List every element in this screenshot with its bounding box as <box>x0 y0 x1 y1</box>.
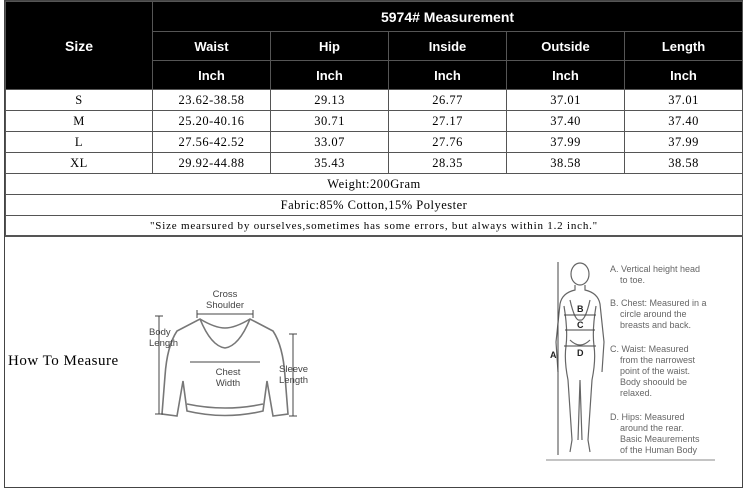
how-to-measure-label: How To Measure <box>8 353 119 369</box>
table-row <box>6 132 743 153</box>
cell-length: 37.99 <box>625 132 743 153</box>
cross-shoulder-label-2: Shoulder <box>205 300 245 311</box>
head-shape <box>571 263 589 285</box>
row-size: M <box>6 111 153 132</box>
note-b-line-1: B. Chest: Measured in a <box>610 298 707 308</box>
note-d-line-4: of the Human Body <box>620 445 698 455</box>
cell-inside: 26.77 <box>389 90 507 111</box>
cell-waist: 23.62-38.58 <box>153 90 271 111</box>
row-size: XL <box>6 153 153 174</box>
note-c-line-1: C. Waist: Measured <box>610 344 689 354</box>
weight-note: Weight:200Gram <box>6 174 743 195</box>
table-title: 5974# Measurement <box>153 2 743 32</box>
cell-length: 37.01 <box>625 90 743 111</box>
size-chart <box>4 0 743 488</box>
note-b-line-3: breasts and back. <box>620 320 692 330</box>
cell-waist: 29.92-44.88 <box>153 153 271 174</box>
cell-waist: 27.56-42.52 <box>153 132 271 153</box>
cell-outside: 37.40 <box>507 111 625 132</box>
unit-inside: Inch <box>389 61 507 90</box>
column-header-waist: Waist <box>153 32 271 61</box>
cell-length: 38.58 <box>625 153 743 174</box>
table-row <box>6 153 743 174</box>
cell-waist: 25.20-40.16 <box>153 111 271 132</box>
marker-d: D <box>577 348 584 358</box>
note-d-line-3: Basic Meaurements <box>620 434 700 444</box>
table-row <box>6 90 743 111</box>
note-c-line-3: point of the waist. <box>620 366 691 376</box>
column-header-hip: Hip <box>271 32 389 61</box>
body-length-label-2: Length <box>149 338 179 349</box>
note-d-line-2: around the rear. <box>620 423 684 433</box>
body-length-label-1: Body <box>149 327 171 338</box>
unit-waist: Inch <box>153 61 271 90</box>
shirt-diagram <box>145 286 320 426</box>
unit-outside: Inch <box>507 61 625 90</box>
cell-outside: 38.58 <box>507 153 625 174</box>
row-size: S <box>6 90 153 111</box>
chest-width-label-1: Chest <box>215 367 241 378</box>
note-d-line-1: D. Hips: Measured <box>610 412 685 422</box>
cell-length: 37.40 <box>625 111 743 132</box>
cell-inside: 28.35 <box>389 153 507 174</box>
note-c-line-4: Body shoould be <box>620 377 688 387</box>
column-header-inside: Inside <box>389 32 507 61</box>
marker-a: A <box>550 350 557 360</box>
marker-c: C <box>577 320 584 330</box>
table-row <box>6 111 743 132</box>
cell-hip: 29.13 <box>271 90 389 111</box>
note-c-line-5: relaxed. <box>620 388 653 398</box>
cell-hip: 35.43 <box>271 153 389 174</box>
cell-hip: 33.07 <box>271 132 389 153</box>
cell-hip: 30.71 <box>271 111 389 132</box>
cell-inside: 27.76 <box>389 132 507 153</box>
fabric-note: Fabric:85% Cotton,15% Polyester <box>6 195 743 216</box>
marker-b: B <box>577 304 584 314</box>
cross-shoulder-label-1: Cross <box>212 289 238 300</box>
sleeve-length-label-2: Length <box>279 375 309 386</box>
note-b-line-2: circle around the <box>620 309 687 319</box>
unit-hip: Inch <box>271 61 389 90</box>
measurement-table <box>5 1 743 237</box>
cell-outside: 37.99 <box>507 132 625 153</box>
disclaimer-note: "Size mearsured by ourselves,sometimes has some errors, but always within 1.2 inch." <box>6 216 743 237</box>
chest-width-label-2: Width <box>215 378 241 389</box>
how-to-measure-section <box>5 235 742 488</box>
cell-outside: 37.01 <box>507 90 625 111</box>
row-size: L <box>6 132 153 153</box>
column-header-length: Length <box>625 32 743 61</box>
size-header: Size <box>6 2 153 90</box>
column-header-outside: Outside <box>507 32 625 61</box>
inner-leg <box>578 380 582 440</box>
cell-inside: 27.17 <box>389 111 507 132</box>
hem-line <box>187 404 263 408</box>
note-c-line-2: from the narrowest <box>620 355 696 365</box>
note-a-line-1: A. Vertical height head <box>610 264 701 274</box>
bottom-outline <box>570 340 590 345</box>
unit-length: Inch <box>625 61 743 90</box>
note-a-line-2: to toe. <box>620 275 646 285</box>
body-diagram <box>540 260 720 470</box>
sleeve-length-label-1: Sleeve <box>279 364 309 375</box>
